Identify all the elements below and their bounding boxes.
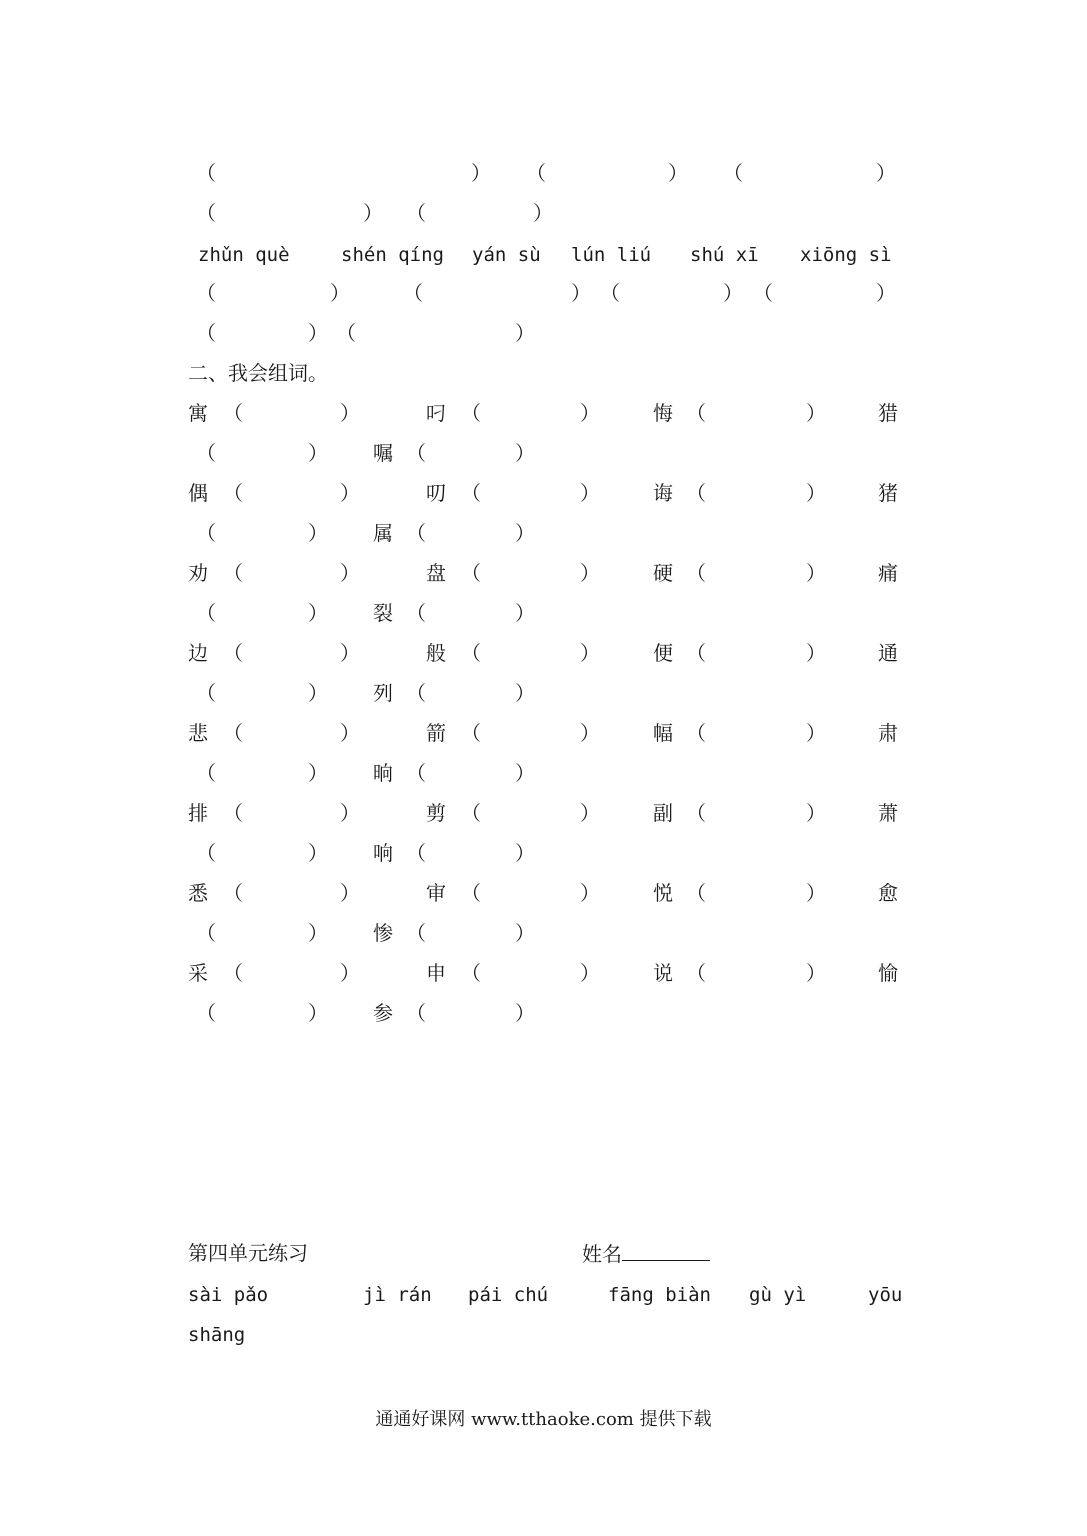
pinyin-word: fāng biàn bbox=[608, 1284, 711, 1306]
bracket-close: ） bbox=[340, 801, 360, 825]
target-character: 属 bbox=[373, 521, 393, 545]
bracket-close: ） bbox=[806, 721, 826, 745]
bracket-open: （ bbox=[196, 681, 216, 705]
bracket-close: ） bbox=[580, 721, 600, 745]
word-group-row bbox=[188, 798, 900, 838]
target-character: 响 bbox=[373, 841, 393, 865]
bracket-open: （ bbox=[406, 841, 426, 865]
target-character: 猪 bbox=[878, 481, 898, 505]
bracket-open: （ bbox=[403, 281, 423, 305]
pinyin-word: zhǔn què bbox=[198, 244, 290, 266]
bracket-close: ） bbox=[515, 921, 535, 945]
bracket-close: ） bbox=[308, 921, 328, 945]
target-character: 悉 bbox=[188, 881, 208, 905]
target-character: 痛 bbox=[878, 561, 898, 585]
word-group-row bbox=[188, 558, 900, 598]
bracket-close: ） bbox=[308, 321, 328, 345]
bracket-open: （ bbox=[686, 481, 706, 505]
bracket-open: （ bbox=[686, 881, 706, 905]
bracket-close: ） bbox=[806, 641, 826, 665]
word-group-row bbox=[188, 478, 900, 518]
bracket-open: （ bbox=[196, 921, 216, 945]
bracket-open: （ bbox=[406, 681, 426, 705]
target-character: 悔 bbox=[653, 401, 673, 425]
target-character: 通 bbox=[878, 641, 898, 665]
bracket-open: （ bbox=[461, 721, 481, 745]
bracket-close: ） bbox=[876, 281, 896, 305]
word-group-row-wrap bbox=[188, 518, 900, 558]
target-character: 盘 bbox=[426, 561, 446, 585]
word-group-row bbox=[188, 878, 900, 918]
target-character: 箭 bbox=[426, 721, 446, 745]
bracket-close: ） bbox=[723, 281, 743, 305]
target-character: 硬 bbox=[653, 561, 673, 585]
bracket-close: ） bbox=[806, 801, 826, 825]
target-character: 叼 bbox=[426, 401, 446, 425]
target-character: 幅 bbox=[653, 721, 673, 745]
section-heading: 二、我会组词。 bbox=[188, 361, 328, 385]
bracket-close: ） bbox=[580, 801, 600, 825]
bracket-close: ） bbox=[515, 321, 535, 345]
word-group-row bbox=[188, 638, 900, 678]
target-character: 排 bbox=[188, 801, 208, 825]
bracket-close: ） bbox=[308, 441, 328, 465]
target-character: 嘱 bbox=[373, 441, 393, 465]
bracket-open: （ bbox=[223, 881, 243, 905]
bracket-close: ） bbox=[876, 161, 896, 185]
target-character: 猎 bbox=[878, 401, 898, 425]
bracket-close: ） bbox=[515, 1001, 535, 1025]
bracket-close: ） bbox=[340, 961, 360, 985]
answer-bracket-row bbox=[188, 278, 900, 318]
pinyin-word: lún liú bbox=[571, 244, 652, 266]
target-character: 般 bbox=[426, 641, 446, 665]
pinyin-word: shú xī bbox=[690, 244, 759, 266]
bracket-open: （ bbox=[600, 281, 620, 305]
target-character: 剪 bbox=[426, 801, 446, 825]
bracket-open: （ bbox=[223, 961, 243, 985]
bracket-close: ） bbox=[340, 641, 360, 665]
bracket-open: （ bbox=[686, 641, 706, 665]
bracket-close: ） bbox=[515, 681, 535, 705]
bracket-open: （ bbox=[406, 441, 426, 465]
target-character: 申 bbox=[426, 961, 446, 985]
bracket-open: （ bbox=[723, 161, 743, 185]
bracket-close: ） bbox=[806, 401, 826, 425]
bracket-open: （ bbox=[406, 921, 426, 945]
pinyin-word: pái chú bbox=[468, 1284, 549, 1306]
bracket-open: （ bbox=[461, 881, 481, 905]
bracket-open: （ bbox=[406, 601, 426, 625]
target-character: 悲 bbox=[188, 721, 208, 745]
bracket-close: ） bbox=[806, 881, 826, 905]
bracket-close: ） bbox=[580, 561, 600, 585]
answer-bracket-row bbox=[188, 198, 900, 238]
bracket-close: ） bbox=[308, 1001, 328, 1025]
word-group-row bbox=[188, 398, 900, 438]
target-character: 萧 bbox=[878, 801, 898, 825]
word-group-row-wrap bbox=[188, 998, 900, 1038]
unit-title: 第四单元练习 bbox=[188, 1241, 308, 1265]
word-group-row-wrap bbox=[188, 438, 900, 478]
target-character: 说 bbox=[653, 961, 673, 985]
bracket-close: ） bbox=[363, 201, 383, 225]
bracket-close: ） bbox=[515, 761, 535, 785]
bracket-open: （ bbox=[196, 321, 216, 345]
bracket-open: （ bbox=[196, 1001, 216, 1025]
bracket-open: （ bbox=[686, 961, 706, 985]
word-group-row bbox=[188, 718, 900, 758]
word-group-row bbox=[188, 958, 900, 998]
bracket-close: ） bbox=[471, 161, 491, 185]
word-group-row-wrap bbox=[188, 918, 900, 958]
target-character: 叨 bbox=[426, 481, 446, 505]
page-footer: 通通好课网 www.tthaoke.com 提供下载 bbox=[375, 1409, 712, 1430]
pinyin-row bbox=[188, 1280, 903, 1320]
bracket-open: （ bbox=[406, 1001, 426, 1025]
pinyin-row-wrap bbox=[188, 1320, 900, 1360]
bracket-open: （ bbox=[686, 561, 706, 585]
bracket-close: ） bbox=[571, 281, 591, 305]
target-character: 惨 bbox=[373, 921, 393, 945]
bracket-open: （ bbox=[686, 401, 706, 425]
bracket-open: （ bbox=[196, 281, 216, 305]
bracket-open: （ bbox=[461, 961, 481, 985]
word-group-row-wrap bbox=[188, 758, 900, 798]
bracket-close: ） bbox=[340, 721, 360, 745]
target-character: 劝 bbox=[188, 561, 208, 585]
bracket-close: ） bbox=[515, 521, 535, 545]
bracket-open: （ bbox=[223, 481, 243, 505]
bracket-close: ） bbox=[580, 481, 600, 505]
pinyin-word: sài pǎo bbox=[188, 1284, 269, 1306]
target-character: 愈 bbox=[878, 881, 898, 905]
target-character: 偶 bbox=[188, 481, 208, 505]
target-character: 列 bbox=[373, 681, 393, 705]
target-character: 晌 bbox=[373, 761, 393, 785]
word-group-row-wrap bbox=[188, 678, 900, 718]
bracket-close: ） bbox=[806, 481, 826, 505]
word-group-row-wrap bbox=[188, 838, 900, 878]
bracket-close: ） bbox=[340, 401, 360, 425]
target-character: 悦 bbox=[653, 881, 673, 905]
bracket-close: ） bbox=[515, 841, 535, 865]
bracket-open: （ bbox=[686, 801, 706, 825]
bracket-close: ） bbox=[580, 401, 600, 425]
bracket-open: （ bbox=[196, 161, 216, 185]
bracket-open: （ bbox=[196, 441, 216, 465]
bracket-open: （ bbox=[461, 641, 481, 665]
pinyin-word: jì rán bbox=[363, 1284, 432, 1306]
target-character: 裂 bbox=[373, 601, 393, 625]
bracket-close: ） bbox=[806, 561, 826, 585]
bracket-close: ） bbox=[308, 601, 328, 625]
bracket-open: （ bbox=[196, 521, 216, 545]
answer-bracket-row bbox=[188, 318, 900, 358]
bracket-open: （ bbox=[461, 801, 481, 825]
bracket-close: ） bbox=[308, 841, 328, 865]
word-group-row-wrap bbox=[188, 598, 900, 638]
bracket-open: （ bbox=[753, 281, 773, 305]
bracket-open: （ bbox=[336, 321, 356, 345]
bracket-open: （ bbox=[406, 761, 426, 785]
target-character: 寓 bbox=[188, 401, 208, 425]
pinyin-word: yōu bbox=[868, 1284, 903, 1306]
target-character: 参 bbox=[373, 1001, 393, 1025]
bracket-open: （ bbox=[196, 761, 216, 785]
bracket-open: （ bbox=[406, 201, 426, 225]
name-label: 姓名 bbox=[582, 1242, 622, 1266]
bracket-open: （ bbox=[223, 401, 243, 425]
bracket-open: （ bbox=[223, 801, 243, 825]
pinyin-word: xiōng sì bbox=[800, 244, 892, 266]
bracket-open: （ bbox=[686, 721, 706, 745]
target-character: 愉 bbox=[878, 961, 898, 985]
bracket-open: （ bbox=[461, 561, 481, 585]
bracket-close: ） bbox=[308, 521, 328, 545]
bracket-close: ） bbox=[340, 881, 360, 905]
unit-header bbox=[188, 1238, 900, 1278]
bracket-open: （ bbox=[461, 401, 481, 425]
bracket-close: ） bbox=[515, 601, 535, 625]
bracket-close: ） bbox=[580, 881, 600, 905]
bracket-open: （ bbox=[223, 561, 243, 585]
bracket-open: （ bbox=[196, 841, 216, 865]
pinyin-word: yán sù bbox=[472, 244, 541, 266]
bracket-close: ） bbox=[308, 761, 328, 785]
pinyin-row bbox=[188, 240, 900, 280]
bracket-open: （ bbox=[223, 721, 243, 745]
bracket-close: ） bbox=[308, 681, 328, 705]
target-character: 边 bbox=[188, 641, 208, 665]
bracket-close: ） bbox=[580, 641, 600, 665]
target-character: 副 bbox=[653, 801, 673, 825]
pinyin-word: shén qíng bbox=[341, 244, 444, 266]
bracket-close: ） bbox=[340, 561, 360, 585]
bracket-open: （ bbox=[406, 521, 426, 545]
bracket-open: （ bbox=[196, 601, 216, 625]
bracket-close: ） bbox=[668, 161, 688, 185]
bracket-close: ） bbox=[340, 481, 360, 505]
name-field bbox=[582, 1238, 710, 1269]
target-character: 采 bbox=[188, 961, 208, 985]
bracket-close: ） bbox=[515, 441, 535, 465]
pinyin-word: gù yì bbox=[749, 1284, 807, 1306]
bracket-open: （ bbox=[196, 201, 216, 225]
bracket-open: （ bbox=[223, 641, 243, 665]
bracket-open: （ bbox=[461, 481, 481, 505]
bracket-close: ） bbox=[330, 281, 350, 305]
target-character: 审 bbox=[426, 881, 446, 905]
answer-bracket-row bbox=[188, 158, 900, 198]
bracket-close: ） bbox=[806, 961, 826, 985]
target-character: 肃 bbox=[878, 721, 898, 745]
bracket-open: （ bbox=[526, 161, 546, 185]
bracket-close: ） bbox=[580, 961, 600, 985]
name-blank[interactable] bbox=[622, 1238, 710, 1261]
target-character: 诲 bbox=[653, 481, 673, 505]
target-character: 便 bbox=[653, 641, 673, 665]
pinyin-word: shāng bbox=[188, 1324, 246, 1346]
bracket-close: ） bbox=[533, 201, 553, 225]
